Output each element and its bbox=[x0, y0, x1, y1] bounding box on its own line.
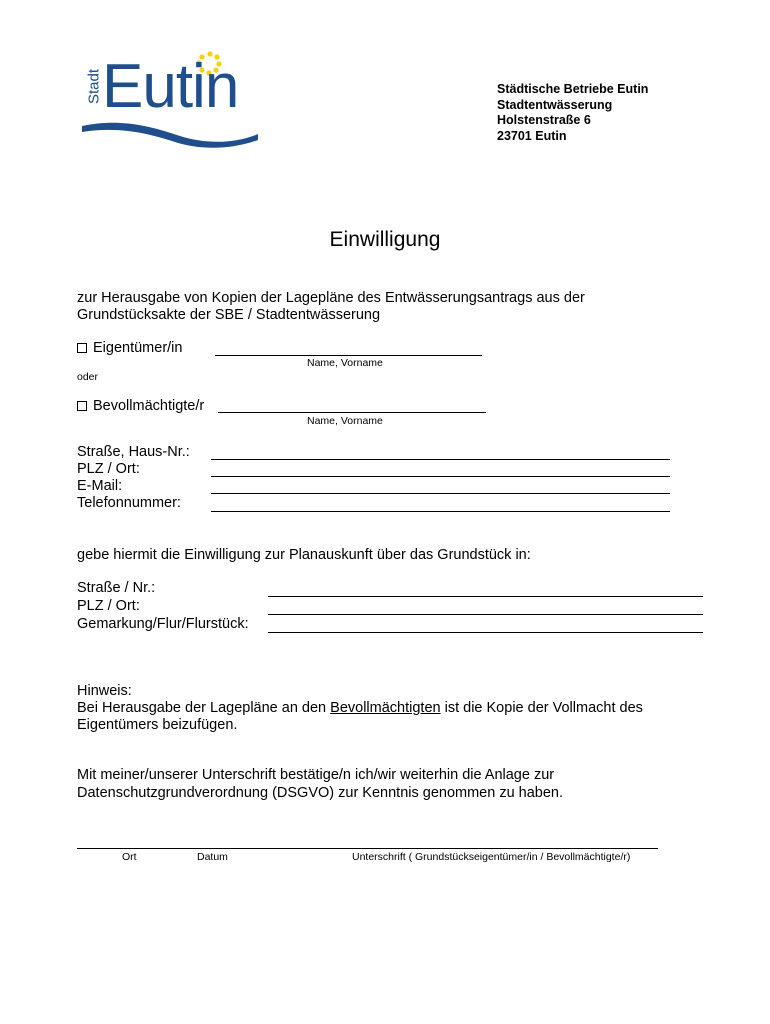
note-line-1-pre: Bei Herausgabe der Lagepläne an den bbox=[77, 700, 331, 716]
phone-label: Telefonnummer: bbox=[77, 495, 181, 511]
proxy-label: Bevollmächtigte/r bbox=[93, 398, 205, 414]
consent-text: gebe hiermit die Einwilligung zur Planauskunft über das Grundstück in: bbox=[77, 547, 531, 563]
zip-field[interactable] bbox=[211, 476, 670, 477]
address-line-3: Holstenstraße 6 bbox=[497, 113, 591, 127]
address-line-2: Stadtentwässerung bbox=[497, 97, 613, 112]
page-title: Einwilligung bbox=[329, 228, 441, 251]
property-parcel-field[interactable] bbox=[268, 632, 703, 633]
property-street-field[interactable] bbox=[268, 596, 703, 597]
gdpr-line-1: Mit meiner/unserer Unterschrift bestätige/n ich/wir weiterhin die Anlage zur bbox=[77, 767, 555, 783]
logo bbox=[80, 48, 260, 148]
property-parcel-label: Gemarkung/Flur/Flurstück: bbox=[77, 616, 249, 632]
proxy-name-line[interactable] bbox=[218, 412, 486, 413]
note-link-proxy: Bevollmächtigten bbox=[330, 700, 441, 716]
email-label: E-Mail: bbox=[77, 478, 123, 494]
owner-option[interactable] bbox=[77, 340, 182, 357]
or-text: oder bbox=[77, 371, 99, 383]
zip-label: PLZ / Ort: bbox=[77, 461, 140, 477]
street-label: Straße, Haus-Nr.: bbox=[77, 444, 190, 460]
owner-name-line[interactable] bbox=[215, 355, 482, 356]
proxy-option[interactable] bbox=[77, 398, 204, 415]
wave-icon bbox=[82, 123, 258, 148]
signature-date-caption: Datum bbox=[197, 851, 228, 863]
signature-line[interactable] bbox=[77, 848, 658, 849]
address-line-4: 23701 Eutin bbox=[497, 128, 567, 143]
street-field[interactable] bbox=[211, 459, 670, 460]
logo-small-text: Stadt bbox=[85, 68, 103, 105]
gdpr-line-2: Datenschutzgrundverordnung (DSGVO) zur Kenntnis genommen zu haben. bbox=[77, 785, 564, 801]
phone-field[interactable] bbox=[211, 511, 670, 512]
address-line-1: Städtische Betriebe Eutin bbox=[497, 82, 649, 96]
logo-big-text: Eutin bbox=[102, 52, 239, 121]
property-street-label: Straße / Nr.: bbox=[77, 580, 156, 596]
property-zip-label: PLZ / Ort: bbox=[77, 598, 140, 614]
property-zip-field[interactable] bbox=[268, 614, 703, 615]
owner-checkbox[interactable] bbox=[77, 343, 87, 353]
intro-line-2: Grundstücksakte der SBE / Stadtentwässerung bbox=[77, 307, 381, 323]
note-line-1 bbox=[77, 700, 643, 717]
signature-place-caption: Ort bbox=[122, 851, 137, 863]
address-block bbox=[497, 82, 648, 144]
owner-label: Eigentümer/in bbox=[93, 340, 183, 356]
proxy-checkbox[interactable] bbox=[77, 401, 87, 411]
signature-caption: Unterschrift ( Grundstückseigentümer/in / Bevollmächtigte/r) bbox=[352, 851, 631, 863]
intro-line-1: zur Herausgabe von Kopien der Lagepläne des Entwässerungsantrags aus der bbox=[77, 290, 585, 306]
proxy-caption: Name, Vorname bbox=[307, 415, 383, 427]
email-field[interactable] bbox=[211, 493, 670, 494]
note-line-2: Eigentümers beizufügen. bbox=[77, 717, 238, 733]
note-line-1-post: ist die Kopie der Vollmacht des bbox=[440, 700, 643, 716]
note-heading: Hinweis: bbox=[77, 683, 132, 699]
owner-caption: Name, Vorname bbox=[307, 357, 383, 369]
